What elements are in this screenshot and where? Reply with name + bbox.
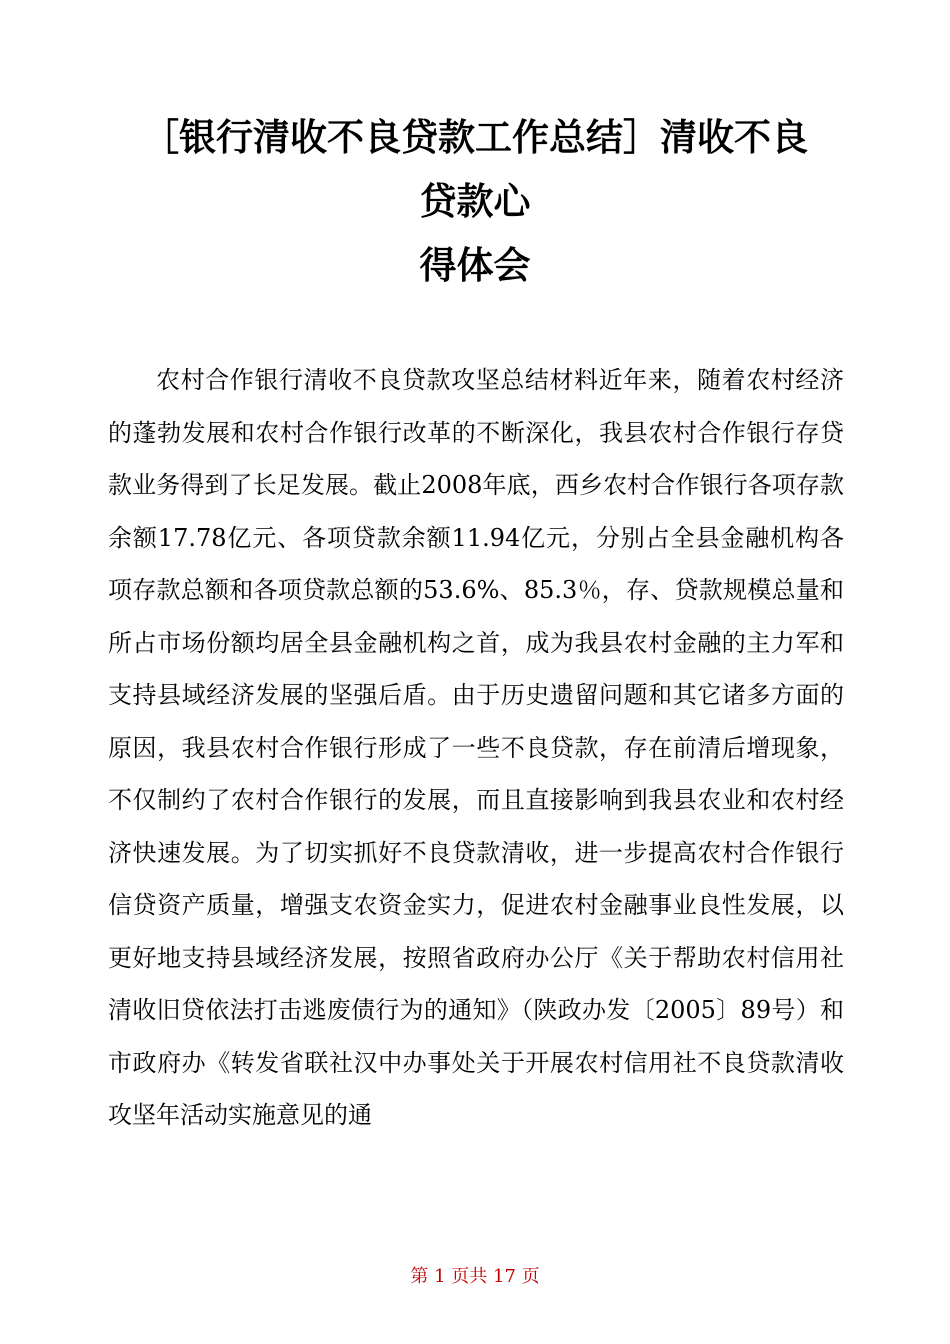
title-line-1: ［银行清收不良贷款工作总结］清收不良 bbox=[142, 116, 808, 159]
body-paragraph: 农村合作银行清收不良贷款攻坚总结材料近年来，随着农村经济的蓬勃发展和农村合作银行改革的不断深化，我县农村合作银行存贷款业务得到了长足发展。截止2008年底，西乡农村合作银行各项存款余额17.78亿元、各项贷款余额11.94亿元，分别占全县金融机构各项存款总额和各项贷款总额的53.6%、85.3％，存、贷款规模总量和所占市场份额均居全县金融机构之首，成为我县农村金融的主力军和支持县域经济发展的坚强后盾。由于历史遗留问题和其它诸多方面的原因，我县农村合作银行形成了一些不良贷款，存在前清后增现象，不仅制约了农村合作银行的发展，而且直接影响到我县农业和农村经济快速发展。为了切实抓好不良贷款清收，进一步提高农村合作银行信贷资产质量，增强支农资金实力，促进农村金融事业良性发展，以更好地支持县域经济发展，按照省政府办公厅《关于帮助农村信用社清收旧贷依法打击逃废债行为的通知》（陕政办发〔2005〕89号）和市政府办《转发省联社汉中办事处关于开展农村信用社不良贷款清收攻坚年活动实施意见的通 bbox=[108, 366, 844, 1129]
page-footer: 第 1 页共 17 页 bbox=[410, 1266, 540, 1287]
title-line-3: 得体会 bbox=[419, 244, 531, 287]
title-line-2: 贷款心 bbox=[419, 180, 531, 223]
document-title bbox=[60, 106, 890, 298]
